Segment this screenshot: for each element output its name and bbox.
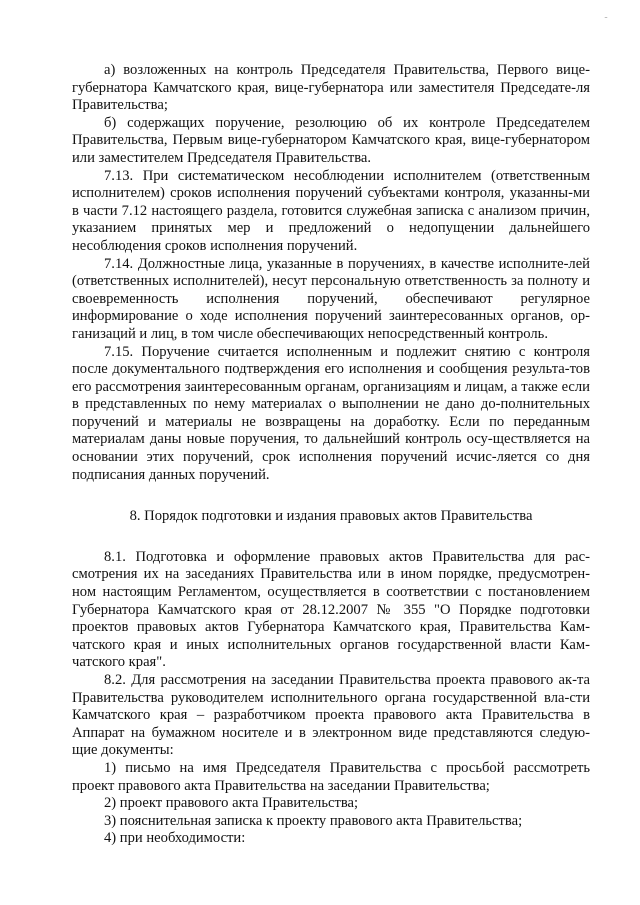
- paragraph-item-a: а) возложенных на контроль Председателя Правительства, Первого вице-губернатора Камчатского края, вице-губернатора или заместителя Председате-ля Правительства;: [72, 62, 590, 114]
- paragraph-7-14: 7.14. Должностные лица, указанные в поручениях, в качестве исполните-лей (ответственных исполнителей), несут персональную ответственность за полноту и своевременность исполнения поручений, обеспечивают регулярное информирование о ходе исполнения поручений заинтересованных органов, ор-ганизаций и лиц, в том числе обеспечивающих непосредственный контроль.: [72, 255, 590, 342]
- paragraph-8-2: 8.2. Для рассмотрения на заседании Правительства проекта правового ак-та Правительства руководителем исполнительного органа государственной вла-сти Камчатского края – разработчиком проекта правового акта Правительства в Аппарат на бумажном носителе и в электронном виде представляются следую-щие документы:: [72, 672, 590, 759]
- list-item-2: 2) проект правового акта Правительства;: [104, 795, 359, 812]
- section-heading: 8. Порядок подготовки и издания правовых актов Правительства: [129, 508, 533, 525]
- list-item-4: 4) при необходимости:: [104, 830, 246, 847]
- document-page: [72, 62, 590, 848]
- paragraph-item-b: б) содержащих поручение, резолюцию об их контроле Председателем Правительства, Первым вице-губернатором Камчатского края, вице-губернатором или заместителем Председателя Правительства.: [72, 114, 590, 166]
- scan-corner-mark: ˜: [604, 16, 608, 25]
- list-item-3: 3) пояснительная записка к проекту правового акта Правительства;: [104, 812, 523, 829]
- paragraph-7-15: 7.15. Поручение считается исполненным и подлежит снятию с контроля после документального подтверждения его исполнения и сообщения результа-тов его рассмотрения заинтересованным органам, организациям и лицам, а также если в представленных по нему материалах о выполнении не дано до-полнительных поручений и материалы не возвращены на доработку. Если по переданным материалам даны новые поручения, то дальнейший контроль осу-ществляется на основании этих поручений, срок исполнения поручений исчис-ляется со дня подписания данных поручений.: [72, 343, 590, 483]
- paragraph-7-13: 7.13. При систематическом несоблюдении исполнителем (ответственным исполнителем) сроков исполнения поручений субъектами контроля, указанны-ми в части 7.12 настоящего раздела, готовится служебная записка с анализом причин, указанием принятых мер и предложений о недопущении дальнейшего несоблюдения сроков исполнения поручений.: [72, 167, 590, 254]
- paragraph-8-1: 8.1. Подготовка и оформление правовых актов Правительства для рас-смотрения их на заседаниях Правительства или в ином порядке, предусмотрен-ном настоящим Регламентом, осуществляется в соответствии с постановлением Губернатора Камчатского края от 28.12.2007 № 355 "О Порядке подготовки проектов правовых актов Губернатора Камчатского края, Правительства Кам-чатского края и иных исполнительных органов государственной власти Кам-чатского края".: [72, 548, 590, 671]
- list-item-1: 1) письмо на имя Председателя Правительства с просьбой рассмотреть проект правового акта Правительства на заседании Правительства;: [72, 759, 590, 794]
